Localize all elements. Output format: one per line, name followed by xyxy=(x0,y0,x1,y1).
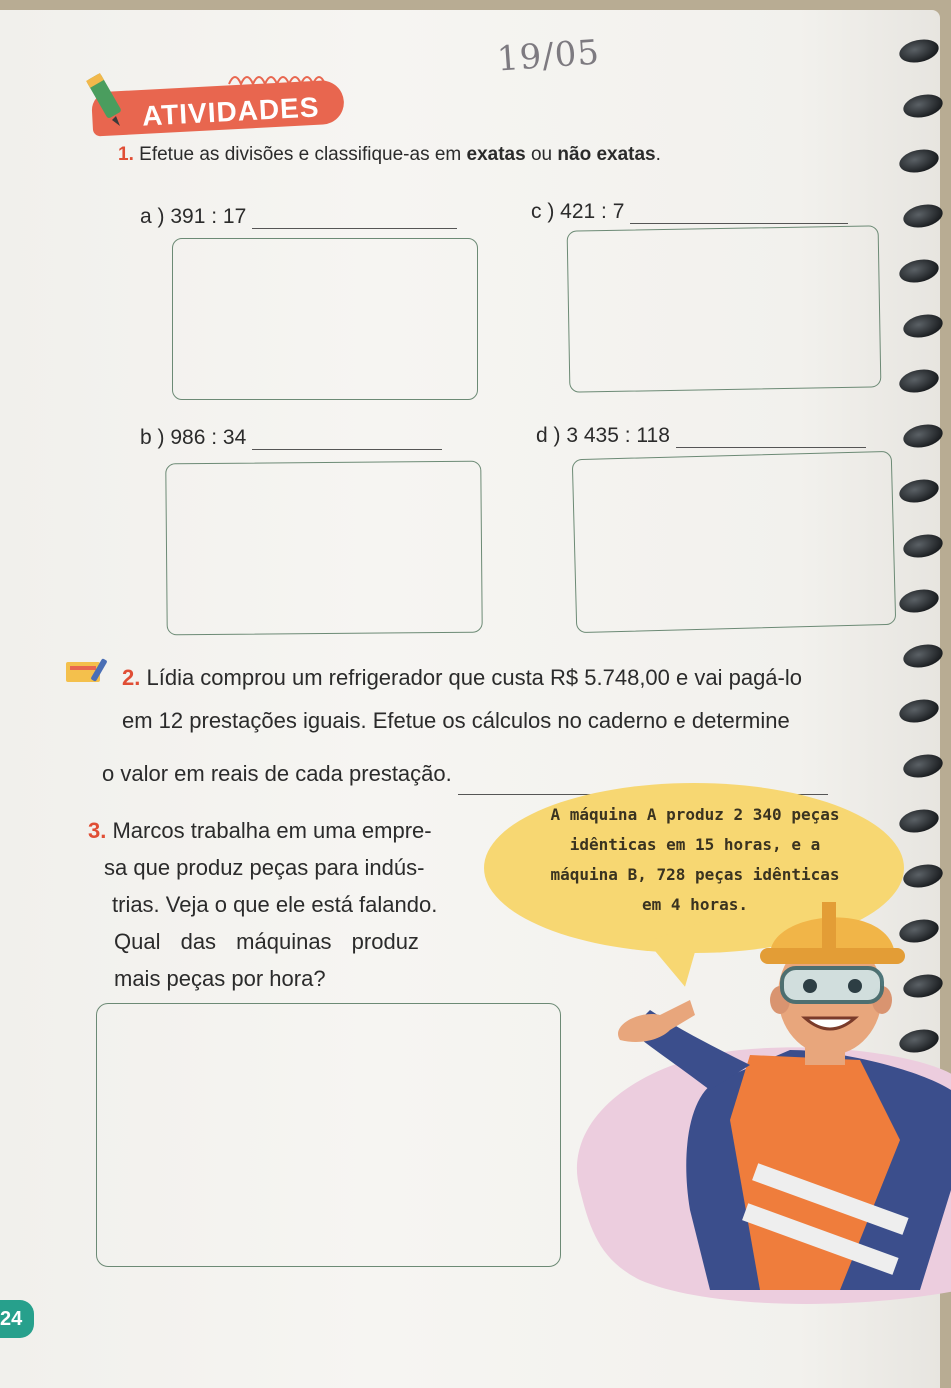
binding-ring xyxy=(897,256,941,286)
item-expression: 391 : 17 xyxy=(170,205,247,228)
question-text-or: ou xyxy=(530,144,553,165)
speech-line: máquina B, 728 peças idênticas xyxy=(550,865,840,884)
answer-line[interactable] xyxy=(676,447,866,448)
item-letter: b ) xyxy=(140,426,165,449)
binding-ring xyxy=(901,861,945,891)
answer-line[interactable] xyxy=(630,223,848,224)
question-text-line: Qual das máquinas produz xyxy=(114,929,419,954)
item-c xyxy=(531,200,848,224)
question-number: 3. xyxy=(88,818,107,843)
speech-line: idênticas em 15 horas, e a xyxy=(569,835,821,854)
item-a xyxy=(140,205,457,229)
work-box-d[interactable] xyxy=(572,451,896,633)
handwritten-date: 19/05 xyxy=(495,32,602,80)
question-text-line: o valor em reais de cada prestação. xyxy=(102,761,452,786)
pencil-icon xyxy=(82,70,128,128)
question-text-line: trias. Veja o que ele está falando. xyxy=(112,892,438,917)
page-number: 24 xyxy=(0,1300,34,1338)
question-text-line: sa que produz peças para indús- xyxy=(104,855,425,880)
item-letter: c ) xyxy=(531,200,555,223)
keyword-not-exact: não exatas xyxy=(557,144,656,165)
binding-ring xyxy=(901,421,945,451)
binding-ring xyxy=(897,476,941,506)
binding-ring xyxy=(897,36,941,66)
binding-ring xyxy=(901,201,945,231)
work-box-c[interactable] xyxy=(567,225,882,392)
binding-ring xyxy=(901,91,945,121)
question-text: Efetue as divisões e classifique-as em xyxy=(139,144,462,165)
keyword-exact: exatas xyxy=(466,144,526,165)
speech-line: A máquina A produz 2 340 peças xyxy=(550,805,840,824)
item-expression: 421 : 7 xyxy=(560,200,625,223)
section-title: ATIVIDADES xyxy=(141,91,321,132)
item-b xyxy=(140,426,442,450)
binding-ring xyxy=(897,586,941,616)
binding-ring xyxy=(901,311,945,341)
question-number: 2. xyxy=(122,665,141,690)
binding-ring xyxy=(897,146,941,176)
binding-ring xyxy=(897,806,941,836)
question-1-prompt xyxy=(118,144,661,166)
binding-ring xyxy=(901,531,945,561)
work-box-a[interactable] xyxy=(172,238,478,400)
question-3 xyxy=(88,812,488,997)
question-number: 1. xyxy=(118,144,134,165)
answer-line[interactable] xyxy=(252,449,442,450)
question-text-line: mais peças por hora? xyxy=(114,966,326,991)
binding-ring xyxy=(897,366,941,396)
work-box-b[interactable] xyxy=(165,461,482,636)
item-expression: 3 435 : 118 xyxy=(566,424,670,447)
work-box-question-3[interactable] xyxy=(96,1003,561,1267)
question-text-line: em 12 prestações iguais. Efetue os cálculos no caderno e determine xyxy=(122,708,790,733)
item-letter: d ) xyxy=(536,424,561,447)
worker-illustration xyxy=(600,890,951,1290)
speech-line: em 4 horas. xyxy=(642,895,748,914)
period: . xyxy=(655,144,661,165)
notebook-icon xyxy=(62,656,118,686)
question-text-line: Marcos trabalha em uma empre- xyxy=(112,818,432,843)
answer-line[interactable] xyxy=(252,228,457,229)
item-letter: a ) xyxy=(140,205,165,228)
item-d xyxy=(536,424,866,448)
question-2 xyxy=(102,656,922,795)
item-expression: 986 : 34 xyxy=(170,426,247,449)
question-text-line: Lídia comprou um refrigerador que custa R$ 5.748,00 e vai pagá-lo xyxy=(146,665,802,690)
